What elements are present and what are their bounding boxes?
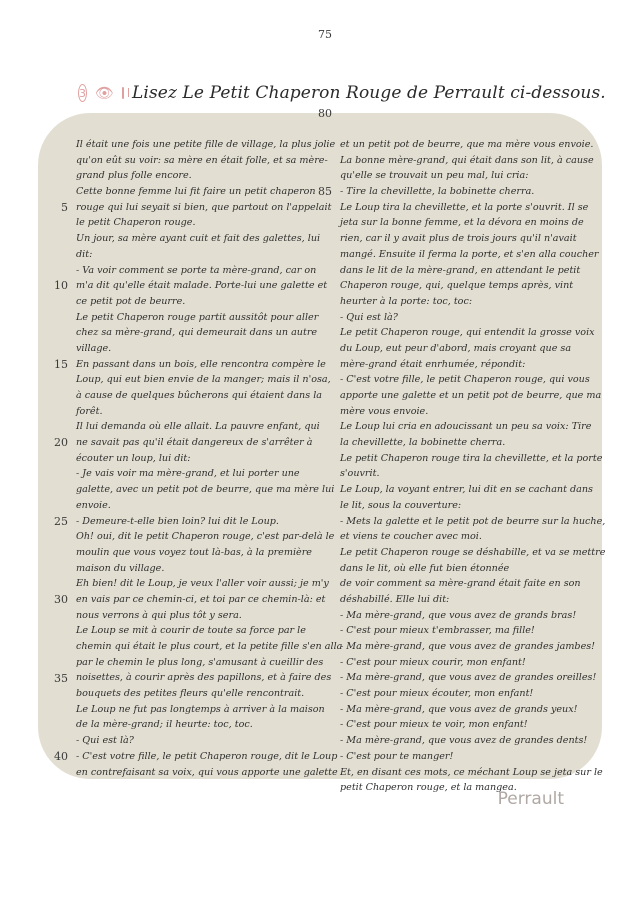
text-line: Le Loup tira la chevillette, et la porte s'ouvrit. Il se: [340, 201, 589, 213]
right-text-column: [340, 137, 606, 796]
eye-icon: 👁: [95, 83, 115, 102]
text-line: ce petit pot de beurre.: [76, 295, 186, 307]
text-line: Le petit Chaperon rouge partit aussitôt pour aller: [76, 311, 319, 323]
text-line: de voir comment sa mère-grand était faite en son: [340, 578, 581, 590]
header: [78, 80, 606, 106]
text-line: le lit, sous la couverture:: [340, 499, 462, 511]
text-line: village.: [76, 342, 112, 354]
text-line: - C'est pour mieux courir, mon enfant!: [340, 656, 526, 668]
text-line: petit Chaperon rouge, et la mangea.: [340, 782, 517, 794]
text-line: forêt.: [76, 405, 103, 417]
book-icon: [122, 87, 124, 99]
text-line: - Ma mère-grand, que vous avez de grandes jambes!: [340, 641, 596, 652]
text-line: - C'est pour mieux écouter, mon enfant!: [340, 688, 534, 700]
text-line: à cause de quelques bûcherons qui étaient dans la: [76, 390, 322, 401]
text-line: La bonne mère-grand, qui était dans son lit, à cause: [340, 154, 594, 166]
text-line: Le Loup se mit à courir de toute sa force par le: [76, 625, 306, 637]
text-line: écouter un loup, lui dit:: [76, 452, 191, 464]
text-line: ne savait pas qu'il était dangereux de s'arrêter à: [76, 437, 313, 449]
text-line: Le Loup, la voyant entrer, lui dit en se cachant dans: [340, 484, 593, 496]
text-line: - C'est pour mieux te voir, mon enfant!: [340, 719, 528, 731]
text-line: noisettes, à courir après des papillons, et à faire des: [76, 672, 332, 684]
text-line: Et, en disant ces mots, ce méchant Loup se jeta sur le: [340, 766, 603, 778]
line-number: 30: [54, 593, 68, 607]
text-line: Un jour, sa mère ayant cuit et fait des galettes, lui: [76, 233, 321, 245]
line-number: 85: [318, 185, 332, 199]
text-line: - C'est votre fille, le petit Chaperon rouge, dit le Loup: [76, 750, 338, 762]
text-line: jeta sur la bonne femme, et la dévora en moins de: [340, 217, 584, 229]
text-line: Le petit Chaperon rouge, qui entendit la grosse voix: [340, 327, 595, 339]
text-line: en vais par ce chemin-ci, et toi par ce chemin-là: et: [76, 593, 326, 605]
text-line: en contrefaisant sa voix, qui vous apporte une galette: [76, 766, 338, 778]
text-line: - C'est votre fille, le petit Chaperon rouge, qui vous: [340, 374, 590, 386]
text-line: qu'elle se trouvait un peu mal, lui cria:: [340, 170, 529, 182]
text-line: moulin que vous voyez tout là-bas, à la première: [76, 546, 312, 558]
text-line: Il lui demanda où elle allait. La pauvre enfant, qui: [76, 421, 320, 433]
text-line: - Qui est là?: [76, 735, 134, 747]
text-line: Le petit Chaperon rouge se déshabille, et va se mettre: [340, 546, 606, 558]
text-line: mangé. Ensuite il ferma la porte, et s'en alla coucher: [340, 248, 599, 260]
text-line: mère vous envoie.: [340, 405, 429, 417]
text-line: déshabillé. Elle lui dit:: [340, 593, 450, 605]
text-line: dans le lit de la mère-grand, en attendant le petit: [340, 264, 581, 276]
text-line: rouge qui lui seyait si bien, que partout on l'appelait: [76, 201, 332, 213]
text-line: et viens te coucher avec moi.: [340, 531, 482, 543]
text-line: de la mère-grand; il heurte: toc, toc.: [76, 719, 253, 731]
text-line: - Ma mère-grand, que vous avez de grandes dents!: [340, 735, 588, 747]
line-number: 35: [54, 671, 68, 685]
line-number: 40: [54, 750, 68, 764]
text-line: - Ma mère-grand, que vous avez de grands yeux!: [340, 703, 578, 715]
text-line: Le Loup lui cria en adoucissant un peu sa voix: Tire: [340, 421, 592, 433]
line-number: 75: [318, 28, 332, 42]
line-number: 80: [318, 106, 332, 120]
line-number: 10: [54, 279, 68, 293]
text-line: grand plus folle encore.: [76, 170, 192, 182]
text-line: Chaperon rouge, qui, quelque temps après, vint: [340, 280, 574, 292]
text-line: par le chemin le plus long, s'amusant à cueillir des: [76, 656, 324, 668]
text-line: Cette bonne femme lui fit faire un petit chaperon: [76, 186, 316, 198]
text-line: le petit Chaperon rouge.: [76, 217, 196, 229]
text-line: la chevillette, la bobinette cherra.: [340, 437, 506, 449]
line-number: 20: [54, 436, 68, 450]
text-line: Le Loup ne fut pas longtemps à arriver à la maison: [76, 703, 325, 715]
text-line: galette, avec un petit pot de beurre, que ma mère lui: [76, 484, 335, 496]
text-line: dit:: [76, 248, 93, 260]
text-line: qu'on eût su voir: sa mère en était folle, et sa mère-: [76, 154, 328, 166]
text-line: du Loup, eut peur d'abord, mais croyant que sa: [340, 342, 572, 354]
text-line: heurter à la porte: toc, toc:: [340, 295, 473, 307]
text-line: - Va voir comment se porte ta mère-grand, car on: [76, 264, 317, 276]
text-line: chemin qui était le plus court, et la petite fille s'en alla: [76, 641, 343, 652]
text-line: En passant dans un bois, elle rencontra compère le: [76, 358, 326, 370]
text-line: - Ma mère-grand, que vous avez de grands bras!: [340, 609, 577, 621]
text-line: et un petit pot de beurre, que ma mère vous envoie.: [340, 139, 594, 150]
text-line: - Qui est là?: [340, 311, 398, 323]
text-line: rien, car il y avait plus de trois jours qu'il n'avait: [340, 233, 577, 245]
text-line: Il était une fois une petite fille de village, la plus jolie: [76, 139, 336, 150]
line-number: 15: [54, 357, 68, 371]
text-line: nous verrons à qui plus tôt y sera.: [76, 609, 242, 621]
text-line: - C'est pour te manger!: [340, 750, 454, 762]
text-line: - Mets la galette et le petit pot de beurre sur la huche,: [340, 515, 606, 527]
author-signature: Perrault: [497, 789, 564, 809]
text-line: mère-grand était enrhumée, répondit:: [340, 358, 526, 370]
text-line: - Je vais voir ma mère-grand, et lui porter une: [76, 468, 300, 480]
text-line: Loup, qui eut bien envie de la manger; mais il n'osa,: [76, 374, 331, 386]
line-number: 25: [54, 514, 68, 528]
text-line: bouquets des petites fleurs qu'elle rencontrait.: [76, 688, 305, 700]
text-line: maison du village.: [76, 562, 165, 574]
text-line: dans le lit, où elle fut bien étonnée: [340, 562, 510, 574]
text-line: - Ma mère-grand, que vous avez de grandes oreilles!: [340, 672, 597, 684]
circled-three-icon: 3: [78, 84, 87, 102]
text-line: Le petit Chaperon rouge tira la chevillette, et la porte: [340, 452, 603, 464]
text-line: Oh! oui, dit le petit Chaperon rouge, c'est par-delà le: [76, 531, 335, 543]
text-line: s'ouvrit.: [340, 468, 380, 480]
text-line: apporte une galette et un petit pot de beurre, que ma: [340, 390, 602, 401]
line-number: 5: [61, 200, 68, 214]
instruction-title: Lisez Le Petit Chaperon Rouge de Perrault ci-dessous.: [132, 83, 606, 103]
text-line: Eh bien! dit le Loup, je veux l'aller voir aussi; je m'y: [76, 578, 329, 590]
text-line: envoie.: [76, 499, 111, 511]
text-line: - Tire la chevillette, la bobinette cherra.: [340, 186, 535, 198]
text-line: - C'est pour mieux t'embrasser, ma fille!: [340, 625, 535, 637]
text-line: m'a dit qu'elle était malade. Porte-lui une galette et: [76, 280, 328, 292]
text-line: - Demeure-t-elle bien loin? lui dit le Loup.: [76, 515, 279, 527]
text-line: chez sa mère-grand, qui demeurait dans un autre: [76, 327, 318, 339]
